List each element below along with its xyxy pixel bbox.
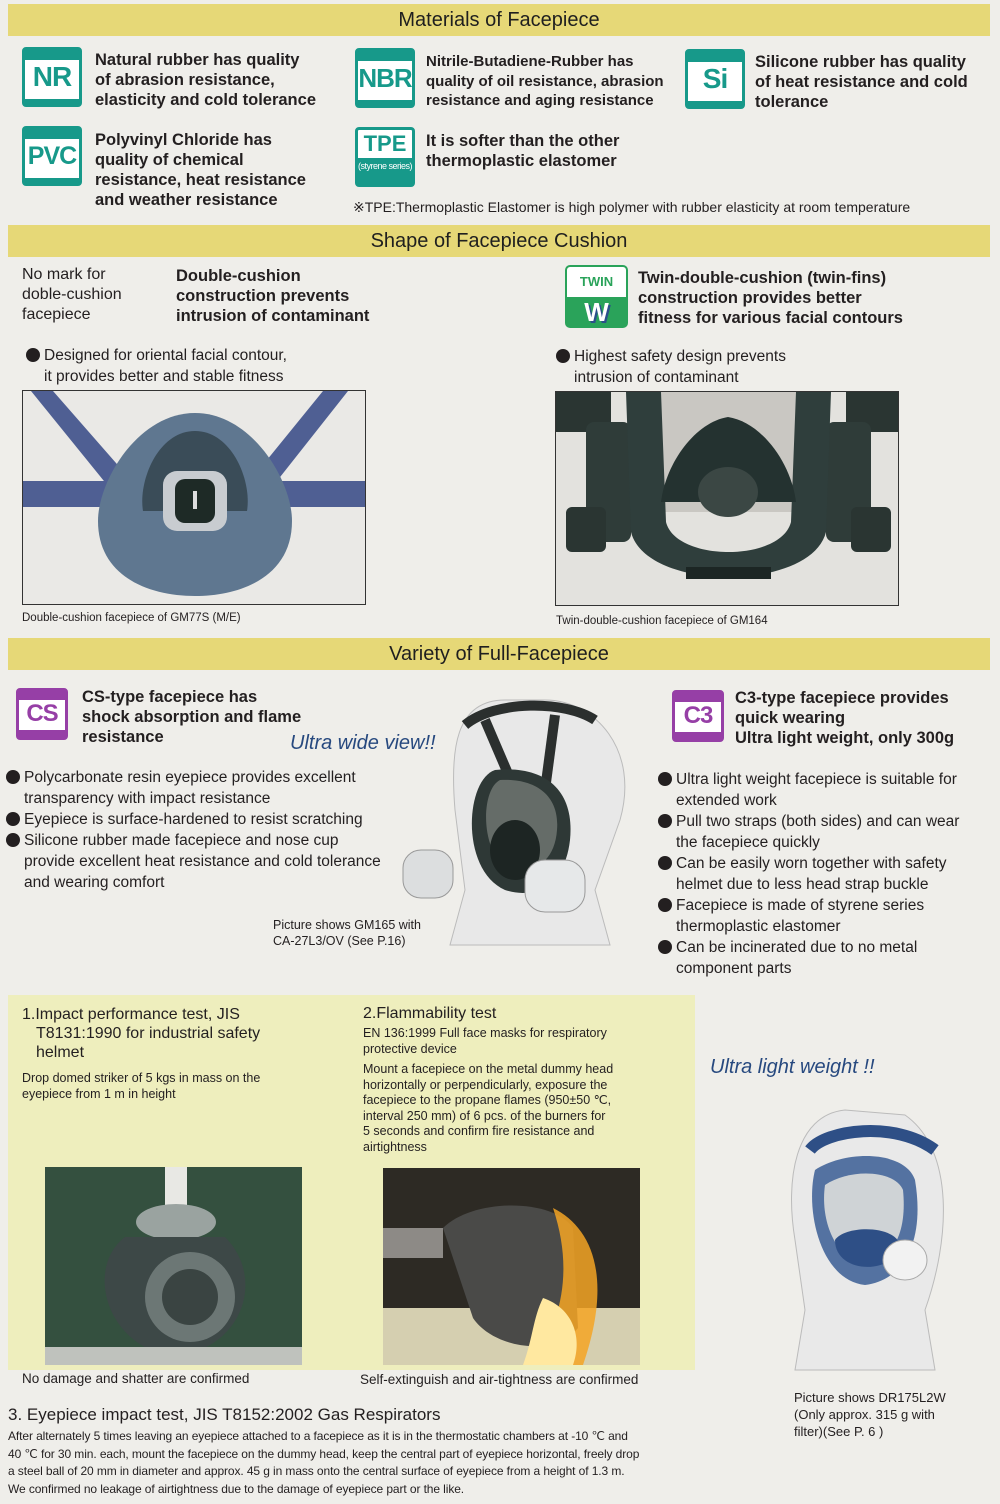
- gm165-photo: [395, 690, 645, 950]
- double-cushion-bullet: [26, 345, 287, 387]
- cs-bullet: [6, 767, 446, 809]
- gm77s-caption: Double-cushion facepiece of GM77S (M/E): [22, 612, 241, 624]
- text-line: doble-cushion: [22, 286, 122, 303]
- text-line: CA-27L3/OV (See P.16): [273, 934, 406, 948]
- text-line: elasticity and cold tolerance: [95, 91, 316, 109]
- text-line: provide excellent heat resistance and cold tolerance: [24, 853, 381, 870]
- si-code: Si: [702, 63, 728, 94]
- c3-badge-icon: [672, 690, 724, 742]
- gm164-photo: [555, 391, 899, 606]
- c3-bullet: [658, 895, 998, 937]
- impact-test-photo: [45, 1167, 302, 1365]
- text-line: Nitrile-Butadiene-Rubber has: [426, 53, 634, 70]
- text-line: thermoplastic elastomer: [676, 918, 841, 935]
- text-line: C3-type facepiece provides: [735, 689, 949, 707]
- text-line: resistance and aging resistance: [426, 92, 654, 109]
- text-line: quality of oil resistance, abrasion: [426, 72, 664, 90]
- materials-heading-text: Materials of Facepiece: [398, 9, 600, 31]
- text-line: (Only approx. 315 g with: [794, 1407, 935, 1422]
- text-line: extended work: [676, 792, 777, 809]
- c3-bullet: [658, 853, 998, 895]
- text-line: 5 seconds and confirm fire resistance and: [363, 1124, 595, 1138]
- text-line: Picture shows DR175L2W: [794, 1390, 946, 1405]
- bullet-icon: [658, 772, 672, 786]
- text-line: We confirmed no leakage of airtightness due to the damage of eyepiece part or the like.: [8, 1481, 465, 1496]
- test2-title: 2.Flammability test: [363, 1005, 497, 1022]
- nr-badge-icon: [22, 47, 82, 107]
- text-line: helmet: [36, 1044, 85, 1061]
- text-line: Pull two straps (both sides) and can wear: [676, 813, 960, 830]
- text-line: Polycarbonate resin eyepiece provides excellent: [24, 769, 356, 786]
- text-line: horizontally or perpendicularly, exposure the: [363, 1077, 608, 1092]
- text-line: intrusion of contaminant: [574, 369, 739, 386]
- text-line: No mark for: [22, 266, 106, 283]
- gm77s-photo: [22, 390, 366, 605]
- text-line: Silicone rubber has quality: [755, 53, 966, 71]
- text-line: and wearing comfort: [24, 874, 165, 891]
- text-line: Mount a facepiece on the metal dummy head: [363, 1062, 614, 1076]
- pvc-description: [95, 130, 355, 210]
- cs-title: [82, 687, 301, 747]
- text-line: Designed for oriental facial contour,: [44, 347, 287, 364]
- text-line: Silicone rubber made facepiece and nose cup: [24, 832, 339, 849]
- c3-code: C3: [683, 702, 713, 729]
- text-line: Ultra light weight, only 300g: [735, 729, 955, 747]
- text-line: the facepiece quickly: [676, 834, 820, 851]
- text-line: construction provides better: [638, 289, 862, 307]
- text-line: facepiece to the propane flames (950±50 ℃,: [363, 1093, 612, 1107]
- c3-bullet: [658, 769, 998, 811]
- double-cushion-title: [176, 266, 369, 326]
- text-line: Eyepiece is surface-hardened to resist scratching: [24, 811, 363, 828]
- cs-bullet: [6, 830, 446, 893]
- text-line: Double-cushion: [176, 267, 301, 285]
- text-line: component parts: [676, 960, 792, 977]
- bullet-icon: [6, 770, 20, 784]
- bullet-icon: [658, 814, 672, 828]
- nr-code: NR: [32, 61, 72, 92]
- text-line: airtightness: [363, 1139, 427, 1154]
- text-line: resistance, heat resistance: [95, 171, 306, 189]
- text-line: tolerance: [755, 93, 829, 111]
- twin-cushion-title: [638, 268, 903, 328]
- impact-test-image: [45, 1167, 302, 1365]
- dr175l2w-photo: [765, 1090, 965, 1375]
- text-line: eyepiece from 1 m in height: [22, 1087, 176, 1101]
- text-line: shock absorption and flame: [82, 708, 302, 726]
- nbr-description: [426, 52, 686, 111]
- nbr-badge-icon: [355, 48, 415, 108]
- twin-badge-top: TWIN: [579, 274, 614, 289]
- gm165-caption: [273, 917, 421, 949]
- si-description: [755, 52, 995, 112]
- test2-standard: [363, 1026, 607, 1057]
- tpe-footnote: ※TPE:Thermoplastic Elastomer is high polymer with rubber elasticity at room temperature: [353, 199, 911, 215]
- c3-bullet: [658, 937, 998, 979]
- text-line: EN 136:1999 Full face masks for respiratory: [363, 1026, 607, 1040]
- bullet-icon: [6, 812, 20, 826]
- text-line: quality of chemical: [95, 151, 244, 169]
- full-mask-image: [556, 392, 899, 606]
- text-line: quick wearing: [735, 709, 846, 727]
- text-line: Picture shows GM165 with: [273, 918, 421, 932]
- materials-heading: [8, 4, 990, 36]
- tpe-badge-icon: [355, 127, 415, 187]
- test1-description: [22, 1070, 260, 1102]
- variety-heading: [8, 638, 990, 670]
- bullet-icon: [556, 349, 570, 363]
- cs-code: CS: [26, 700, 58, 727]
- mannequin-light-mask-image: [765, 1090, 965, 1375]
- flammability-test-photo: [383, 1168, 640, 1365]
- nr-description: [95, 50, 355, 110]
- c3-bullets: [658, 769, 998, 979]
- text-line: Ultra light weight facepiece is suitable for: [676, 771, 957, 788]
- text-line: After alternately 5 times leaving an eyepiece attached to a facepiece as it is in the thermostatic chambers at -10 ℃ and: [8, 1429, 628, 1443]
- text-line: Drop domed striker of 5 kgs in mass on the: [22, 1071, 261, 1085]
- text-line: transparency with impact resistance: [24, 790, 271, 807]
- dr175l2w-caption: [794, 1389, 946, 1440]
- text-line: T8131:1990 for industrial safety: [36, 1025, 261, 1042]
- text-line: fitness for various facial contours: [638, 309, 903, 327]
- bullet-icon: [6, 833, 20, 847]
- text-line: construction prevents: [176, 287, 350, 305]
- test1-caption: No damage and shatter are confirmed: [22, 1371, 250, 1386]
- test1-title: [22, 1005, 260, 1062]
- text-line: It is softer than the other: [426, 132, 620, 150]
- mannequin-full-mask-image: [395, 690, 645, 950]
- half-mask-image: [23, 391, 366, 605]
- text-line: protective device: [363, 1041, 457, 1056]
- tpe-code: TPE: [363, 131, 407, 156]
- text-line: 1.Impact performance test, JIS: [22, 1006, 240, 1023]
- bullet-icon: [658, 940, 672, 954]
- text-line: thermoplastic elastomer: [426, 152, 617, 170]
- text-line: and weather resistance: [95, 191, 278, 209]
- bullet-icon: [658, 856, 672, 870]
- twin-badge-icon: [565, 265, 628, 328]
- text-line: Can be incinerated due to no metal: [676, 939, 918, 956]
- text-line: Can be easily worn together with safety: [676, 855, 947, 872]
- text-line: filter)(See P. 6 ): [794, 1424, 884, 1439]
- text-line: Polyvinyl Chloride has: [95, 131, 272, 149]
- text-line: Highest safety design prevents: [574, 348, 786, 365]
- cs-bullets: [6, 767, 446, 893]
- text-line: of heat resistance and cold: [755, 73, 968, 91]
- si-badge-icon: [685, 49, 745, 109]
- ultra-light-weight-tagline: Ultra light weight !!: [710, 1056, 875, 1078]
- twin-cushion-bullet: [556, 346, 786, 388]
- pvc-badge-icon: [22, 126, 82, 186]
- test2-description: [363, 1062, 613, 1155]
- cs-bullet: [6, 809, 446, 830]
- text-line: 40 ℃ for 30 min. each, mount the facepiece on the dummy head, keep the central part of eyepiece horizontal, freely drop: [8, 1446, 640, 1461]
- text-line: helmet due to less head strap buckle: [676, 876, 929, 893]
- bullet-icon: [26, 348, 40, 362]
- variety-heading-text: Variety of Full-Facepiece: [389, 643, 609, 665]
- text-line: Twin-double-cushion (twin-fins): [638, 269, 887, 287]
- ultra-wide-view-tagline: Ultra wide view!!: [290, 732, 436, 754]
- tpe-subcode: (styrene series): [358, 161, 413, 171]
- bullet-icon: [658, 898, 672, 912]
- text-line: Facepiece is made of styrene series: [676, 897, 925, 914]
- no-mark-note: [22, 265, 122, 325]
- cushion-heading-text: Shape of Facepiece Cushion: [370, 230, 628, 252]
- text-line: facepiece: [22, 306, 91, 323]
- cushion-heading: [8, 225, 990, 257]
- twin-badge-bottom: W: [584, 297, 609, 327]
- text-line: it provides better and stable fitness: [44, 368, 284, 385]
- c3-bullet: [658, 811, 998, 853]
- cs-badge-icon: [16, 688, 68, 740]
- gm164-caption: Twin-double-cushion facepiece of GM164: [556, 615, 768, 627]
- text-line: intrusion of contaminant: [176, 307, 370, 325]
- test3-title: 3. Eyepiece impact test, JIS T8152:2002 Gas Respirators: [8, 1405, 441, 1424]
- text-line: a steel ball of 20 mm in diameter and approx. 45 g in mass onto the central surface of eyepiece from a height of 1.3 m.: [8, 1464, 625, 1478]
- test2-caption: Self-extinguish and air-tightness are confirmed: [360, 1372, 639, 1387]
- pvc-code: PVC: [27, 141, 77, 170]
- text-line: of abrasion resistance,: [95, 71, 275, 89]
- text-line: CS-type facepiece has: [82, 688, 258, 706]
- nbr-code: NBR: [358, 62, 412, 93]
- tpe-description: [426, 131, 686, 171]
- flammability-test-image: [383, 1168, 640, 1365]
- text-line: resistance: [82, 728, 164, 746]
- text-line: interval 250 mm) of 6 pcs. of the burners for: [363, 1108, 606, 1123]
- c3-title: [735, 688, 954, 748]
- text-line: Natural rubber has quality: [95, 51, 300, 69]
